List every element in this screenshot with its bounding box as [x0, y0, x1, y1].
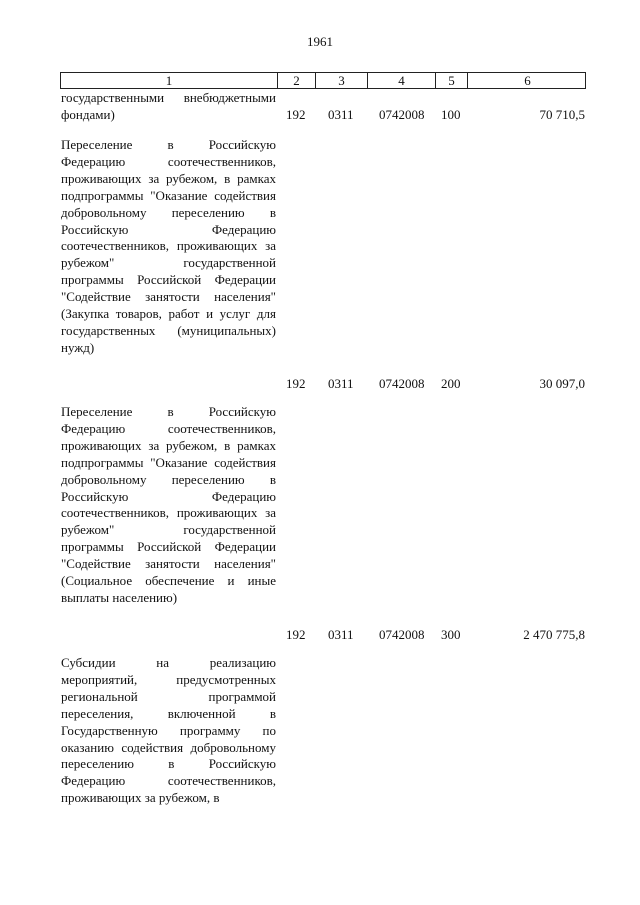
row-col-6: 2 470 775,8 — [523, 627, 585, 643]
row-description: Переселение в Российскую Федерацию соотечественников, проживающих за рубежом, в рамках подпрограммы "Оказание содействия добровольному переселению в Российскую Федерацию соотечественников, проживающих за рубежом" государственной программы Российской Федерации "Содействие занятости населения" (Закупка товаров, работ и услуг для государственных (муниципальных) нужд) — [61, 137, 276, 355]
row-col-2: 192 — [286, 376, 306, 392]
table-row — [61, 137, 587, 393]
row-col-2: 192 — [286, 107, 306, 123]
row-col-3: 0311 — [328, 627, 354, 643]
header-col-6: 6 — [524, 73, 531, 88]
header-col-4: 4 — [368, 73, 436, 88]
row-col-5: 300 — [441, 627, 461, 643]
table-row — [61, 404, 587, 644]
header-col-3: 3 — [316, 73, 368, 88]
page-number: 1961 — [307, 34, 333, 49]
row-col-3: 0311 — [328, 107, 354, 123]
row-col-6: 30 097,0 — [539, 376, 585, 392]
row-description: Субсидии на реализацию мероприятий, предусмотренных региональной программой переселения, включенной в Государственную программу по оказанию содействия добровольному переселению в Российскую Федерацию соотечественников, проживающих за рубежом, в — [61, 655, 276, 806]
row-col-5: 100 — [441, 107, 461, 123]
header-col-2: 2 — [278, 73, 316, 88]
row-description: Переселение в Российскую Федерацию соотечественников, проживающих за рубежом, в рамках подпрограммы "Оказание содействия добровольному переселению в Российскую Федерацию соотечественников, проживающих за рубежом" государственной программы Российской Федерации "Содействие занятости населения" (Социальное обеспечение и иные выплаты населению) — [61, 404, 276, 605]
row-col-2: 192 — [286, 627, 306, 643]
row-col-3: 0311 — [328, 376, 354, 392]
header-col-1: 1 — [61, 73, 278, 88]
row-col-4: 0742008 — [379, 627, 425, 643]
row-col-4: 0742008 — [379, 107, 425, 123]
row-col-4: 0742008 — [379, 376, 425, 392]
table-header — [60, 72, 586, 89]
header-col-5: 5 — [436, 73, 468, 88]
table-row — [61, 655, 587, 835]
row-col-5: 200 — [441, 376, 461, 392]
row-col-6: 70 710,5 — [539, 107, 585, 123]
table-row — [61, 90, 587, 124]
row-description: государственными внебюджетными фондами) — [61, 90, 276, 122]
